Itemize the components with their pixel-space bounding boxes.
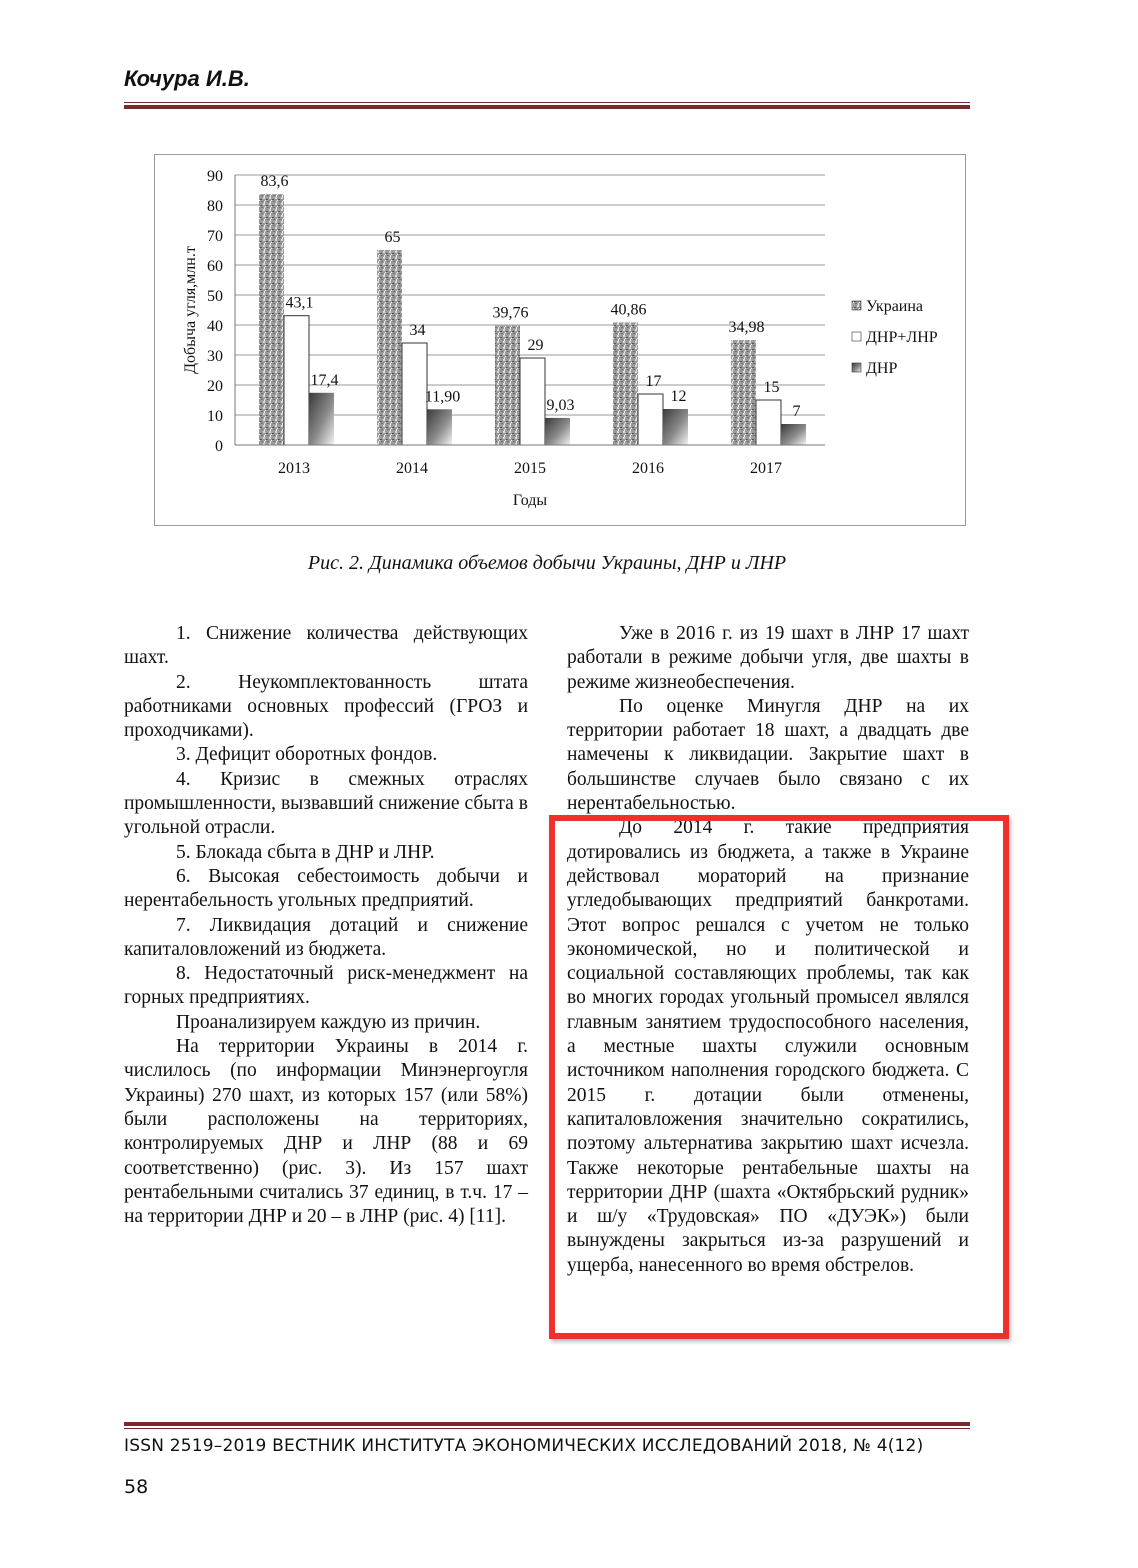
data-label: 7 bbox=[792, 403, 801, 420]
bar-ukraine bbox=[731, 340, 756, 445]
paragraph: Уже в 2016 г. из 19 шахт в ЛНР 17 шахт работали в режиме добычи угля, две шахты в режиме жизнеобеспечения. bbox=[567, 623, 969, 693]
y-tick-label: 60 bbox=[207, 258, 223, 275]
paragraph: Проанализируем каждую из причин. bbox=[176, 1011, 481, 1033]
data-label: 9,03 bbox=[546, 396, 575, 414]
bar-ukraine bbox=[377, 250, 402, 445]
x-tick-label: 2013 bbox=[278, 460, 310, 477]
data-label: 17 bbox=[645, 373, 662, 390]
y-tick-label: 50 bbox=[207, 288, 223, 305]
y-tick-label: 20 bbox=[207, 378, 223, 395]
bar-dnr-lnr bbox=[756, 400, 781, 445]
journal-title: ISSN 2519–2019 ВЕСТНИК ИНСТИТУТА ЭКОНОМИЧЕСКИХ ИССЛЕДОВАНИЙ 2018, № 4(12) bbox=[124, 1436, 924, 1456]
paragraph: 7. Ликвидация дотаций и снижение капиталовложений из бюджета. bbox=[124, 914, 528, 960]
x-tick-label: 2015 bbox=[514, 460, 546, 477]
paragraph: По оценке Минугля ДНР на их территории работает 18 шахт, а двадцать две намечены к ликвидации. Закрытие шахт в большинстве случаев было связано с их нерентабельностью. bbox=[567, 695, 969, 815]
highlight-box bbox=[549, 815, 1009, 1339]
chart-frame bbox=[154, 154, 966, 526]
y-tick-label: 90 bbox=[207, 168, 223, 185]
bar-dnr-lnr bbox=[520, 358, 545, 445]
paragraph: 4. Кризис в смежных отраслях промышленности, вызвавший снижение сбыта в угольной отрасли. bbox=[124, 768, 528, 839]
author-name: Кочура И.В. bbox=[124, 66, 250, 91]
data-label: 65 bbox=[384, 229, 401, 246]
footer-rule-thin bbox=[124, 1428, 970, 1429]
y-axis-title: Добыча угля,млн.т bbox=[182, 246, 199, 374]
legend-label: Украина bbox=[866, 298, 924, 315]
legend-swatch bbox=[852, 301, 861, 310]
figure-caption: Рис. 2. Динамика объемов добычи Украины, ДНР и ЛНР bbox=[307, 552, 787, 574]
data-label: 34 bbox=[409, 322, 426, 339]
data-label: 43,1 bbox=[285, 294, 314, 312]
legend-label: ДНР+ЛНР bbox=[866, 329, 938, 346]
data-label: 11,90 bbox=[424, 388, 461, 406]
y-tick-label: 40 bbox=[207, 318, 223, 335]
highlighted-paragraph: До 2014 г. такие предприятия дотировались из бюджета, а также в Украине действовал мораторий на признание угледобывающих предприятий банкротами. Этот вопрос решался с учетом не только экономической, но и политической и социальной составляющих проблемы, так как во многих городах угольный промысел являлся главным занятием трудоспособного населения, а местные шахты служили основным источником наполнения городского бюджета. С 2015 г. дотации были отменены, капиталовложения значительно сократились, поэтому альтернатива закрытию шахт исчезла. Также некоторые рентабельные шахты на территории ДНР (шахта «Октябрьский рудник» и ш/у «Трудовская» ПО «ДУЭК») были вынуждены закрыться из-за разрушений и ущерба, нанесенного во время обстрелов. bbox=[567, 817, 969, 1276]
header-rule bbox=[124, 105, 970, 109]
paragraph: 8. Недостаточный риск-менеджмент на горных предприятиях. bbox=[124, 963, 528, 1009]
bar-dnr bbox=[545, 418, 570, 445]
bar-ukraine bbox=[259, 194, 284, 445]
data-label: 12 bbox=[670, 388, 687, 405]
x-tick-label: 2014 bbox=[396, 460, 428, 477]
footer-rule bbox=[124, 1422, 970, 1426]
x-axis-title: Годы bbox=[512, 492, 548, 509]
data-label: 40,86 bbox=[610, 301, 647, 319]
paragraph: 2. Неукомплектованность штата работниками основных профессий (ГРОЗ и проходчиками). bbox=[124, 671, 528, 742]
bar-ukraine bbox=[495, 326, 520, 445]
y-tick-label: 70 bbox=[207, 228, 223, 245]
paragraph: 5. Блокада сбыта в ДНР и ЛНР. bbox=[176, 841, 435, 863]
data-label: 34,98 bbox=[728, 319, 765, 337]
y-tick-label: 10 bbox=[207, 408, 223, 425]
paragraph: 1. Снижение количества действующих шахт. bbox=[124, 623, 528, 669]
paragraph: 6. Высокая себестоимость добычи и нерентабельность угольных предприятий. bbox=[124, 865, 528, 912]
data-label: 15 bbox=[763, 379, 780, 396]
y-tick-label: 0 bbox=[215, 438, 223, 455]
data-label: 39,76 bbox=[492, 304, 529, 322]
legend-label: ДНР bbox=[866, 360, 898, 377]
left-column bbox=[124, 622, 528, 1229]
x-tick-label: 2017 bbox=[750, 460, 782, 477]
page-number: 58 bbox=[124, 1476, 149, 1498]
bar-dnr bbox=[781, 424, 806, 445]
data-label: 83,6 bbox=[260, 173, 289, 191]
bar-dnr-lnr bbox=[638, 394, 663, 445]
data-label: 17,4 bbox=[310, 371, 339, 389]
bar-dnr bbox=[427, 409, 452, 445]
data-label: 29 bbox=[527, 337, 544, 354]
legend-swatch bbox=[852, 363, 861, 372]
x-tick-label: 2016 bbox=[632, 460, 664, 477]
bar-ukraine bbox=[613, 322, 638, 445]
bar-dnr-lnr bbox=[402, 343, 427, 445]
y-tick-label: 30 bbox=[207, 348, 223, 365]
bar-dnr bbox=[663, 409, 688, 445]
paragraph: 3. Дефицит оборотных фондов. bbox=[176, 744, 438, 766]
header-rule-thin bbox=[124, 102, 970, 103]
bar-chart bbox=[155, 155, 965, 525]
y-tick-label: 80 bbox=[207, 198, 223, 215]
legend-swatch bbox=[852, 332, 861, 341]
bar-dnr-lnr bbox=[284, 316, 309, 445]
paragraph: На территории Украины в 2014 г. числилось (по информации Минэнергоугля Украины) 270 шахт, из которых 157 (или 58%) были расположены на территориях, контролируемых ДНР и ЛНР (88 и 69 соответственно) (рис. 3). Из 157 шахт рентабельными считались 37 единиц, в т.ч. 17 – на территории ДНР и 20 – в ЛНР (рис. 4) [11]. bbox=[124, 1036, 528, 1228]
bar-dnr bbox=[309, 393, 334, 445]
